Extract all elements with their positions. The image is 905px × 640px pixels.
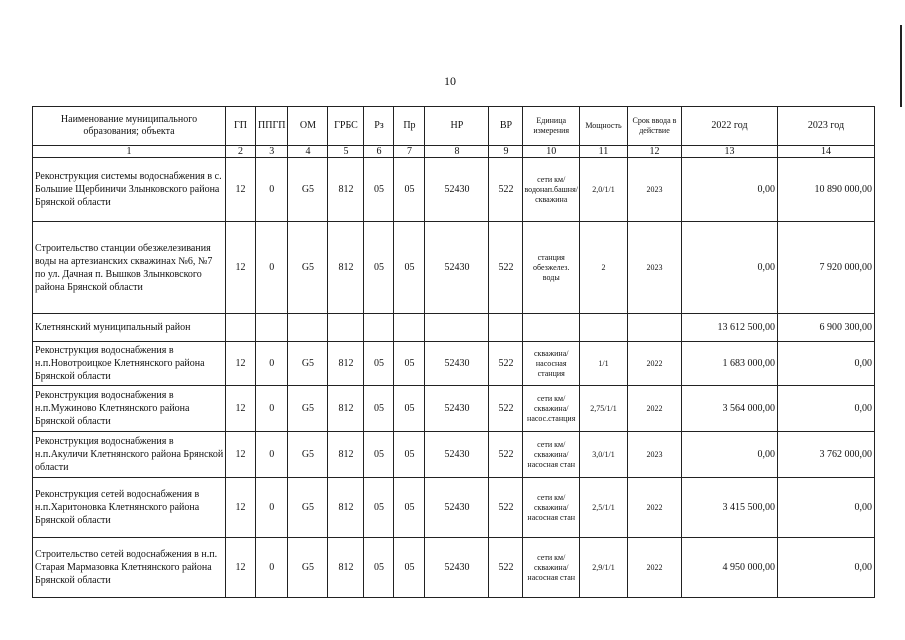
cell-om: G5 — [288, 386, 328, 432]
cell-2022: 0,00 — [681, 432, 777, 478]
cell-om: G5 — [288, 342, 328, 386]
table-row — [33, 538, 875, 598]
object-name: Реконструкция системы водоснабжения в с. Большие Щербиничи Злынковского района Брянской области — [33, 158, 226, 222]
cell-grbs — [328, 314, 364, 342]
col-index: 7 — [394, 146, 425, 158]
cell-power: 2 — [579, 222, 627, 314]
cell-term: 2023 — [627, 158, 681, 222]
cell-grbs: 812 — [328, 478, 364, 538]
cell-nr: 52430 — [425, 478, 489, 538]
cell-nr: 52430 — [425, 342, 489, 386]
header-row — [33, 107, 875, 146]
cell-unit: сети км/скважина/насосная стан — [523, 478, 580, 538]
cell-term: 2022 — [627, 538, 681, 598]
cell-power — [579, 314, 627, 342]
cell-2022: 3 564 000,00 — [681, 386, 777, 432]
col-index: 10 — [523, 146, 580, 158]
cell-nr — [425, 314, 489, 342]
cell-nr: 52430 — [425, 386, 489, 432]
cell-pr — [394, 314, 425, 342]
cell-2023: 3 762 000,00 — [777, 432, 874, 478]
table-row — [33, 478, 875, 538]
cell-pr: 05 — [394, 386, 425, 432]
cell-term: 2022 — [627, 478, 681, 538]
cell-power: 2,0/1/1 — [579, 158, 627, 222]
cell-grbs: 812 — [328, 432, 364, 478]
object-name: Реконструкция водоснабжения в н.п.Новотроицкое Клетнянского района Брянской области — [33, 342, 226, 386]
cell-unit — [523, 314, 580, 342]
cell-gp: 12 — [226, 386, 256, 432]
cell-unit: скважина/насосная станция — [523, 342, 580, 386]
cell-ppgp: 0 — [256, 386, 288, 432]
cell-nr: 52430 — [425, 222, 489, 314]
cell-2023: 0,00 — [777, 538, 874, 598]
column-index-row — [33, 146, 875, 158]
col-header: Рз — [364, 107, 394, 146]
cell-power: 3,0/1/1 — [579, 432, 627, 478]
cell-unit: сети км/скважина/насосная стан — [523, 538, 580, 598]
cell-rz — [364, 314, 394, 342]
col-header: ГРБС — [328, 107, 364, 146]
cell-ppgp: 0 — [256, 478, 288, 538]
col-index: 6 — [364, 146, 394, 158]
cell-term: 2023 — [627, 432, 681, 478]
cell-pr: 05 — [394, 342, 425, 386]
cell-2023: 10 890 000,00 — [777, 158, 874, 222]
cell-vr: 522 — [489, 478, 523, 538]
cell-term: 2022 — [627, 386, 681, 432]
col-header: Пр — [394, 107, 425, 146]
col-index: 14 — [777, 146, 874, 158]
col-header: Наименование муниципального образования; объекта — [33, 107, 226, 146]
cell-2023: 0,00 — [777, 386, 874, 432]
page-edge-line — [900, 25, 902, 107]
col-header: 2022 год — [681, 107, 777, 146]
object-name: Реконструкция водоснабжения в н.п.Мужиново Клетнянского района Брянской области — [33, 386, 226, 432]
cell-rz: 05 — [364, 158, 394, 222]
cell-vr: 522 — [489, 538, 523, 598]
cell-om: G5 — [288, 538, 328, 598]
cell-rz: 05 — [364, 432, 394, 478]
cell-vr: 522 — [489, 222, 523, 314]
object-name: Строительство сетей водоснабжения в н.п. Старая Мармазовка Клетнянского района Брянской области — [33, 538, 226, 598]
object-name: Клетнянский муниципальный район — [33, 314, 226, 342]
col-header: ППГП — [256, 107, 288, 146]
cell-grbs: 812 — [328, 538, 364, 598]
cell-grbs: 812 — [328, 222, 364, 314]
col-index: 1 — [33, 146, 226, 158]
col-index: 5 — [328, 146, 364, 158]
cell-rz: 05 — [364, 386, 394, 432]
cell-nr: 52430 — [425, 538, 489, 598]
cell-gp: 12 — [226, 478, 256, 538]
cell-unit: сети км/скважина/насосная стан — [523, 432, 580, 478]
col-index: 11 — [579, 146, 627, 158]
cell-2023: 0,00 — [777, 478, 874, 538]
cell-pr: 05 — [394, 538, 425, 598]
cell-rz: 05 — [364, 538, 394, 598]
cell-om — [288, 314, 328, 342]
cell-2023: 0,00 — [777, 342, 874, 386]
col-index: 9 — [489, 146, 523, 158]
col-header: ОМ — [288, 107, 328, 146]
cell-2022: 1 683 000,00 — [681, 342, 777, 386]
cell-power: 2,5/1/1 — [579, 478, 627, 538]
object-name: Реконструкция водоснабжения в н.п.Акуличи Клетнянского района Брянской области — [33, 432, 226, 478]
cell-vr: 522 — [489, 342, 523, 386]
cell-vr: 522 — [489, 432, 523, 478]
cell-grbs: 812 — [328, 158, 364, 222]
cell-om: G5 — [288, 432, 328, 478]
cell-rz: 05 — [364, 342, 394, 386]
cell-2022: 0,00 — [681, 158, 777, 222]
cell-unit: сети км/скважина/насос.станция — [523, 386, 580, 432]
cell-power: 2,75/1/1 — [579, 386, 627, 432]
col-header: Единица измерения — [523, 107, 580, 146]
table-row — [33, 222, 875, 314]
cell-gp: 12 — [226, 158, 256, 222]
cell-2022: 0,00 — [681, 222, 777, 314]
col-index: 8 — [425, 146, 489, 158]
cell-pr: 05 — [394, 222, 425, 314]
cell-pr: 05 — [394, 432, 425, 478]
cell-pr: 05 — [394, 158, 425, 222]
cell-om: G5 — [288, 222, 328, 314]
cell-term: 2022 — [627, 342, 681, 386]
cell-2022: 4 950 000,00 — [681, 538, 777, 598]
cell-2023: 6 900 300,00 — [777, 314, 874, 342]
cell-nr: 52430 — [425, 432, 489, 478]
cell-gp — [226, 314, 256, 342]
col-index: 13 — [681, 146, 777, 158]
cell-gp: 12 — [226, 538, 256, 598]
table-row — [33, 386, 875, 432]
object-name: Реконструкция сетей водоснабжения в н.п.Харитоновка Клетнянского района Брянской области — [33, 478, 226, 538]
cell-vr — [489, 314, 523, 342]
table-row — [33, 314, 875, 342]
cell-term — [627, 314, 681, 342]
cell-ppgp: 0 — [256, 222, 288, 314]
col-header: ГП — [226, 107, 256, 146]
cell-gp: 12 — [226, 222, 256, 314]
col-index: 2 — [226, 146, 256, 158]
table-row — [33, 158, 875, 222]
page-number: 10 — [444, 74, 456, 88]
cell-unit: сети км/водонап.башня/скважина — [523, 158, 580, 222]
cell-grbs: 812 — [328, 386, 364, 432]
table-row — [33, 342, 875, 386]
cell-om: G5 — [288, 478, 328, 538]
budget-table — [32, 106, 875, 598]
col-header: Мощность — [579, 107, 627, 146]
col-index: 3 — [256, 146, 288, 158]
col-index: 12 — [627, 146, 681, 158]
cell-pr: 05 — [394, 478, 425, 538]
cell-ppgp: 0 — [256, 432, 288, 478]
cell-2022: 3 415 500,00 — [681, 478, 777, 538]
cell-grbs: 812 — [328, 342, 364, 386]
cell-unit: станция обезжелез. воды — [523, 222, 580, 314]
table-row — [33, 432, 875, 478]
cell-ppgp: 0 — [256, 538, 288, 598]
col-header: ВР — [489, 107, 523, 146]
col-index: 4 — [288, 146, 328, 158]
cell-om: G5 — [288, 158, 328, 222]
cell-rz: 05 — [364, 478, 394, 538]
cell-gp: 12 — [226, 342, 256, 386]
col-header: 2023 год — [777, 107, 874, 146]
object-name: Строительство станции обезжелезивания воды на артезианских скважинах №6, №7 по ул. Дачная п. Вышков Злынковского района Брянской области — [33, 222, 226, 314]
cell-2023: 7 920 000,00 — [777, 222, 874, 314]
cell-term: 2023 — [627, 222, 681, 314]
col-header: НР — [425, 107, 489, 146]
cell-rz: 05 — [364, 222, 394, 314]
cell-ppgp — [256, 314, 288, 342]
cell-2022: 13 612 500,00 — [681, 314, 777, 342]
cell-vr: 522 — [489, 158, 523, 222]
cell-gp: 12 — [226, 432, 256, 478]
cell-power: 2,9/1/1 — [579, 538, 627, 598]
cell-nr: 52430 — [425, 158, 489, 222]
cell-ppgp: 0 — [256, 158, 288, 222]
cell-ppgp: 0 — [256, 342, 288, 386]
cell-power: 1/1 — [579, 342, 627, 386]
cell-vr: 522 — [489, 386, 523, 432]
col-header: Срок ввода в действие — [627, 107, 681, 146]
